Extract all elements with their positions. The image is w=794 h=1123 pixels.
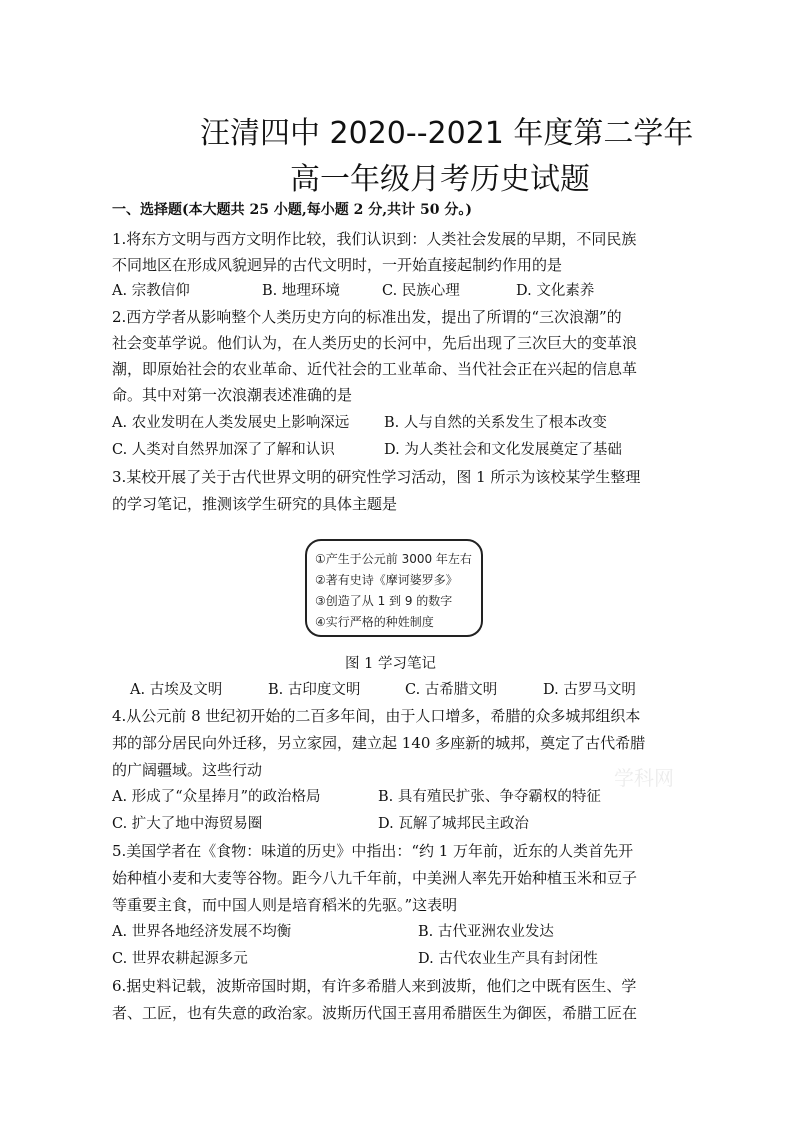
q1-option-d: D. 文化素养 [516,283,595,299]
q5-option-b: B. 古代亚洲农业发达 [418,924,554,940]
q5-stem-line: 等重要主食，而中国人则是培育稻米的先驱。”这表明 [112,896,458,914]
watermark: 学科网 [614,766,674,790]
exam-title-line2: 高一年级月考历史试题 [290,162,590,197]
q2-option-d: D. 为人类社会和文化发展奠定了基础 [384,442,622,458]
study-notes-figure [305,539,483,637]
q4-option-b: B. 具有殖民扩张、争夺霸权的特征 [378,789,601,805]
q2-stem-line: 潮，即原始社会的农业革命、近代社会的工业革命、当代社会正在兴起的信息革 [112,360,638,378]
q4-option-a: A. 形成了“众星捧月”的政治格局 [112,789,321,805]
q3-option-b: B. 古印度文明 [268,682,361,698]
q1-stem-line: 不同地区在形成风貌迥异的古代文明时，一开始直接起制约作用的是 [112,256,563,274]
q1-option-b: B. 地理环境 [262,283,340,299]
q2-stem-line: 命。其中对第一次浪潮表述准确的是 [112,386,353,404]
q3-option-d: D. 古罗马文明 [543,682,636,698]
q5-option-d: D. 古代农业生产具有封闭性 [418,951,598,967]
q4-stem-line: 的广阔疆域。这些行动 [112,761,263,779]
q4-stem-line: 4.从公元前 8 世纪初开始的二百多年间，由于人口增多，希腊的众多城邦组织本 [112,707,641,725]
q2-stem-line: 2.西方学者从影响整个人类历史方向的标准出发，提出了所谓的“三次浪潮”的 [112,308,622,326]
note-item: ③创造了从 1 到 9 的数字 [315,594,453,608]
q1-option-c: C. 民族心理 [382,283,460,299]
section-heading: 一、选择题(本大题共 25 小题,每小题 2 分,共计 50 分。) [112,202,472,218]
q4-option-c: C. 扩大了地中海贸易圈 [112,816,263,832]
note-item: ④实行严格的种姓制度 [315,615,434,629]
q4-option-d: D. 瓦解了城邦民主政治 [378,816,529,832]
q1-option-a: A. 宗教信仰 [112,283,190,299]
note-item: ①产生于公元前 3000 年左右 [315,552,472,566]
q5-option-a: A. 世界各地经济发展不均衡 [112,924,292,940]
q4-stem-line: 邦的部分居民向外迁移，另立家园，建立起 140 多座新的城邦，奠定了古代希腊 [112,734,646,752]
q3-option-c: C. 古希腊文明 [405,682,498,698]
q3-stem-line: 的学习笔记，推测该学生研究的具体主题是 [112,495,398,513]
q3-stem-line: 3.某校开展了关于古代世界文明的研究性学习活动，图 1 所示为该校某学生整理 [112,468,641,486]
q1-stem-line: 1.将东方文明与西方文明作比较，我们认识到：人类社会发展的早期，不同民族 [112,230,637,248]
figure-caption: 图 1 学习笔记 [345,656,436,672]
q5-option-c: C. 世界农耕起源多元 [112,951,248,967]
q2-option-c: C. 人类对自然界加深了了解和认识 [112,442,335,458]
q5-stem-line: 5.美国学者在《食物：味道的历史》中指出：“约 1 万年前，近东的人类首先开 [112,842,634,860]
q2-stem-line: 社会变革学说。他们认为，在人类历史的长河中，先后出现了三次巨大的变革浪 [112,334,638,352]
q3-option-a: A. 古埃及文明 [130,682,223,698]
exam-title-line1: 汪清四中 2020--2021 年度第二学年 [200,116,694,151]
q5-stem-line: 始种植小麦和大麦等谷物。距今八九千年前，中美洲人率先开始种植玉米和豆子 [112,869,638,887]
q2-option-a: A. 农业发明在人类发展史上影响深远 [112,415,350,431]
q2-option-b: B. 人与自然的关系发生了根本改变 [384,415,607,431]
q6-stem-line: 者、工匠，也有失意的政治家。波斯历代国王喜用希腊医生为御医，希腊工匠在 [112,1004,638,1022]
note-item: ②著有史诗《摩诃婆罗多》 [315,573,458,587]
q6-stem-line: 6.据史料记载，波斯帝国时期，有许多希腊人来到波斯，他们之中既有医生、学 [112,977,637,995]
